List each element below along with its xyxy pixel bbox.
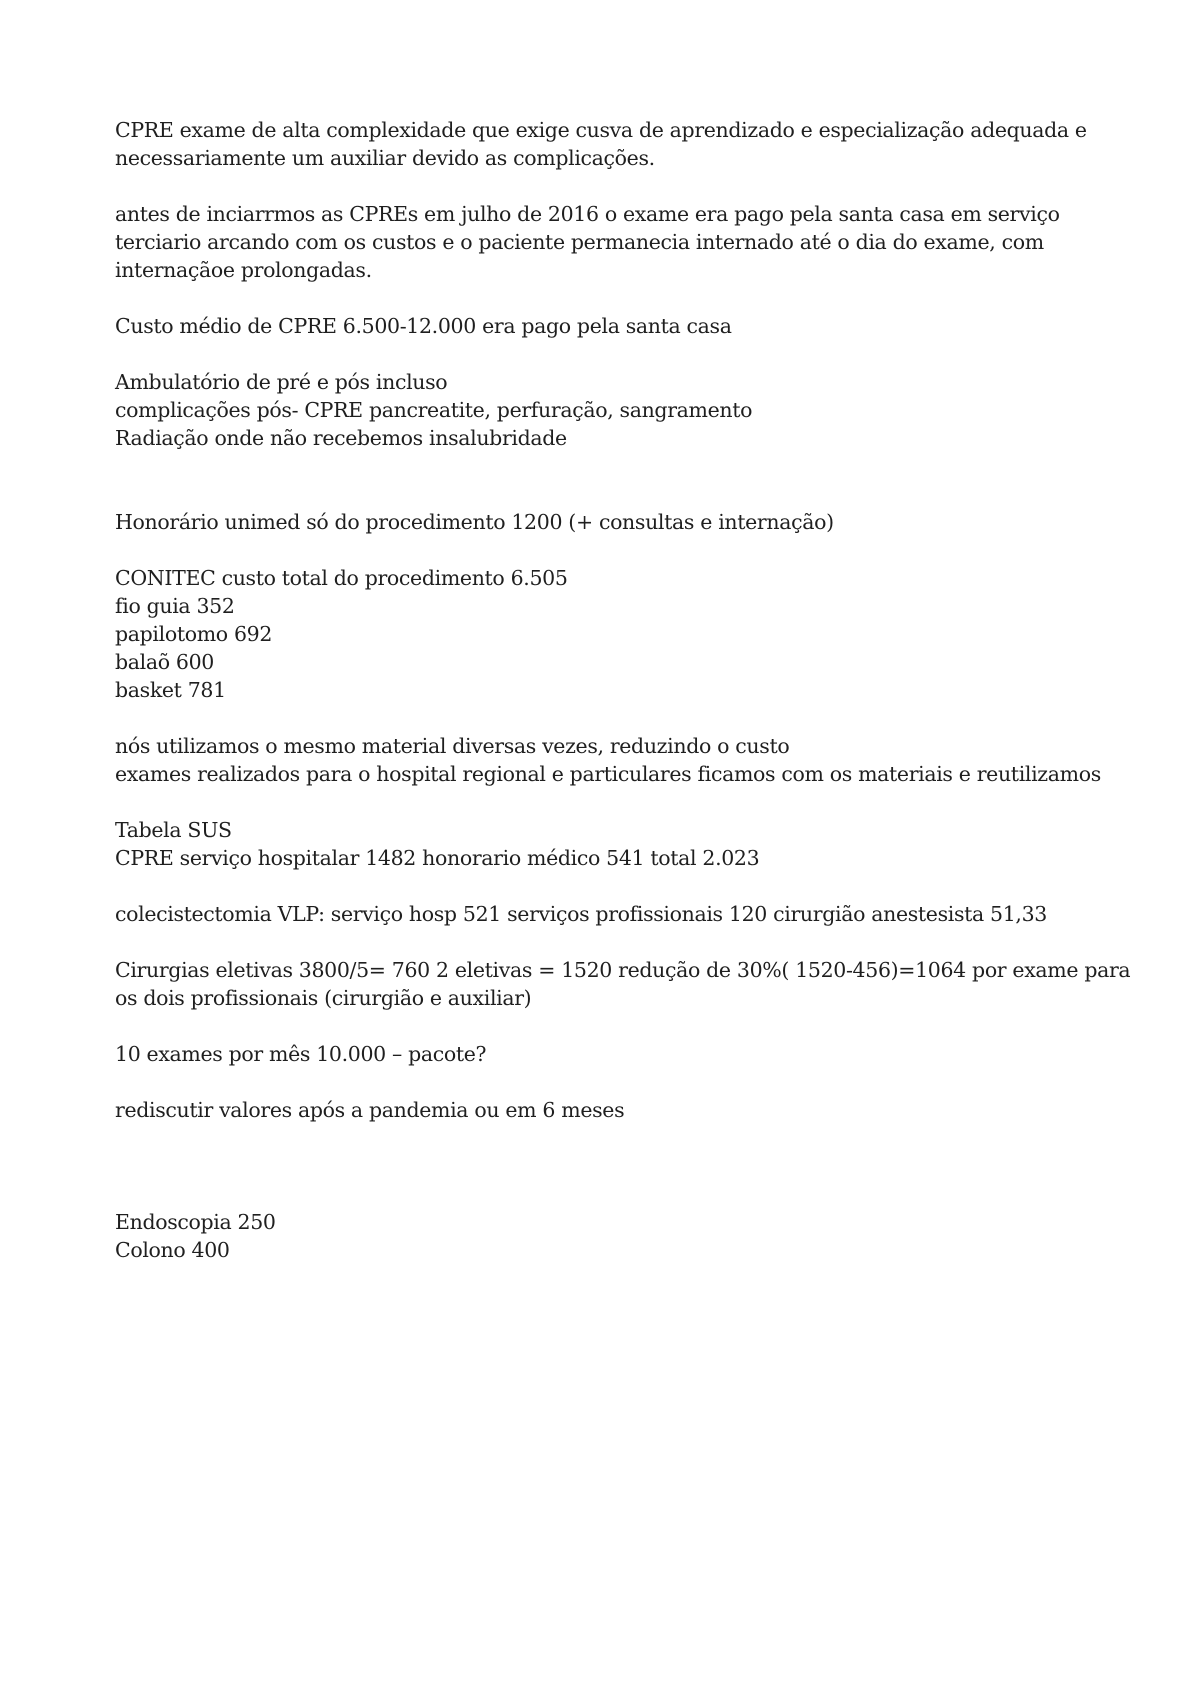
blank-line (115, 1152, 1100, 1180)
paragraph-rediscuss (115, 1096, 1100, 1124)
text-line: Ambulatório de pré e pós incluso (115, 370, 448, 394)
text-line: rediscutir valores após a pandemia ou em 6 meses (115, 1098, 625, 1122)
text-line: terciario arcando com os custos e o paciente permanecia internado até o dia do exame, com (115, 230, 1044, 254)
text-line: CPRE serviço hospitalar 1482 honorario médico 541 total 2.023 (115, 846, 760, 870)
paragraph-cholecystectomy (115, 900, 1100, 928)
text-line: necessariamente um auxiliar devido as complicações. (115, 146, 655, 170)
text-line: Tabela SUS (115, 818, 232, 842)
paragraph-average-cost (115, 312, 1100, 340)
blank-line (115, 1180, 1100, 1208)
paragraph-cpre-intro (115, 116, 1100, 172)
text-line: os dois profissionais (cirurgião e auxiliar) (115, 986, 532, 1010)
paragraph-package (115, 1040, 1100, 1068)
text-line: Honorário unimed só do procedimento 1200 (+ consultas e internação) (115, 510, 834, 534)
text-line: 10 exames por mês 10.000 – pacote? (115, 1042, 487, 1066)
paragraph-unimed-fee (115, 508, 1100, 536)
text-line: Endoscopia 250 (115, 1210, 276, 1234)
text-line: colecistectomia VLP: serviço hosp 521 serviços profissionais 120 cirurgião anestesista 51,33 (115, 902, 1047, 926)
document-body (115, 116, 1131, 1292)
paragraph-material-reuse (115, 732, 1100, 788)
paragraph-ambulatory (115, 368, 1100, 452)
text-line: Custo médio de CPRE 6.500-12.000 era pago pela santa casa (115, 314, 732, 338)
text-line: internaçãoe prolongadas. (115, 258, 372, 282)
text-line: antes de inciarrmos as CPREs em julho de 2016 o exame era pago pela santa casa em serviço (115, 202, 1060, 226)
paragraph-sus-table (115, 816, 1100, 872)
paragraph-history (115, 200, 1100, 284)
paragraph-elective-surgeries (115, 956, 1131, 1012)
paragraph-conitec-costs (115, 564, 1100, 704)
text-line: fio guia 352 (115, 594, 235, 618)
text-line: basket 781 (115, 678, 226, 702)
paragraph-other-exams (115, 1208, 1100, 1264)
blank-line (115, 480, 1100, 508)
text-line: exames realizados para o hospital regional e particulares ficamos com os materiais e reutilizamos (115, 762, 1101, 786)
text-line: Radiação onde não recebemos insalubridade (115, 426, 567, 450)
text-line: papilotomo 692 (115, 622, 273, 646)
text-line: balaõ 600 (115, 650, 214, 674)
text-line: Colono 400 (115, 1238, 230, 1262)
text-line: CONITEC custo total do procedimento 6.505 (115, 566, 568, 590)
text-line: CPRE exame de alta complexidade que exige cusva de aprendizado e especialização adequada e (115, 118, 1087, 142)
text-line: nós utilizamos o mesmo material diversas vezes, reduzindo o custo (115, 734, 790, 758)
text-line: Cirurgias eletivas 3800/5= 760 2 eletivas = 1520 redução de 30%( 1520-456)=1064 por exame para (115, 958, 1131, 982)
text-line: complicações pós- CPRE pancreatite, perfuração, sangramento (115, 398, 753, 422)
